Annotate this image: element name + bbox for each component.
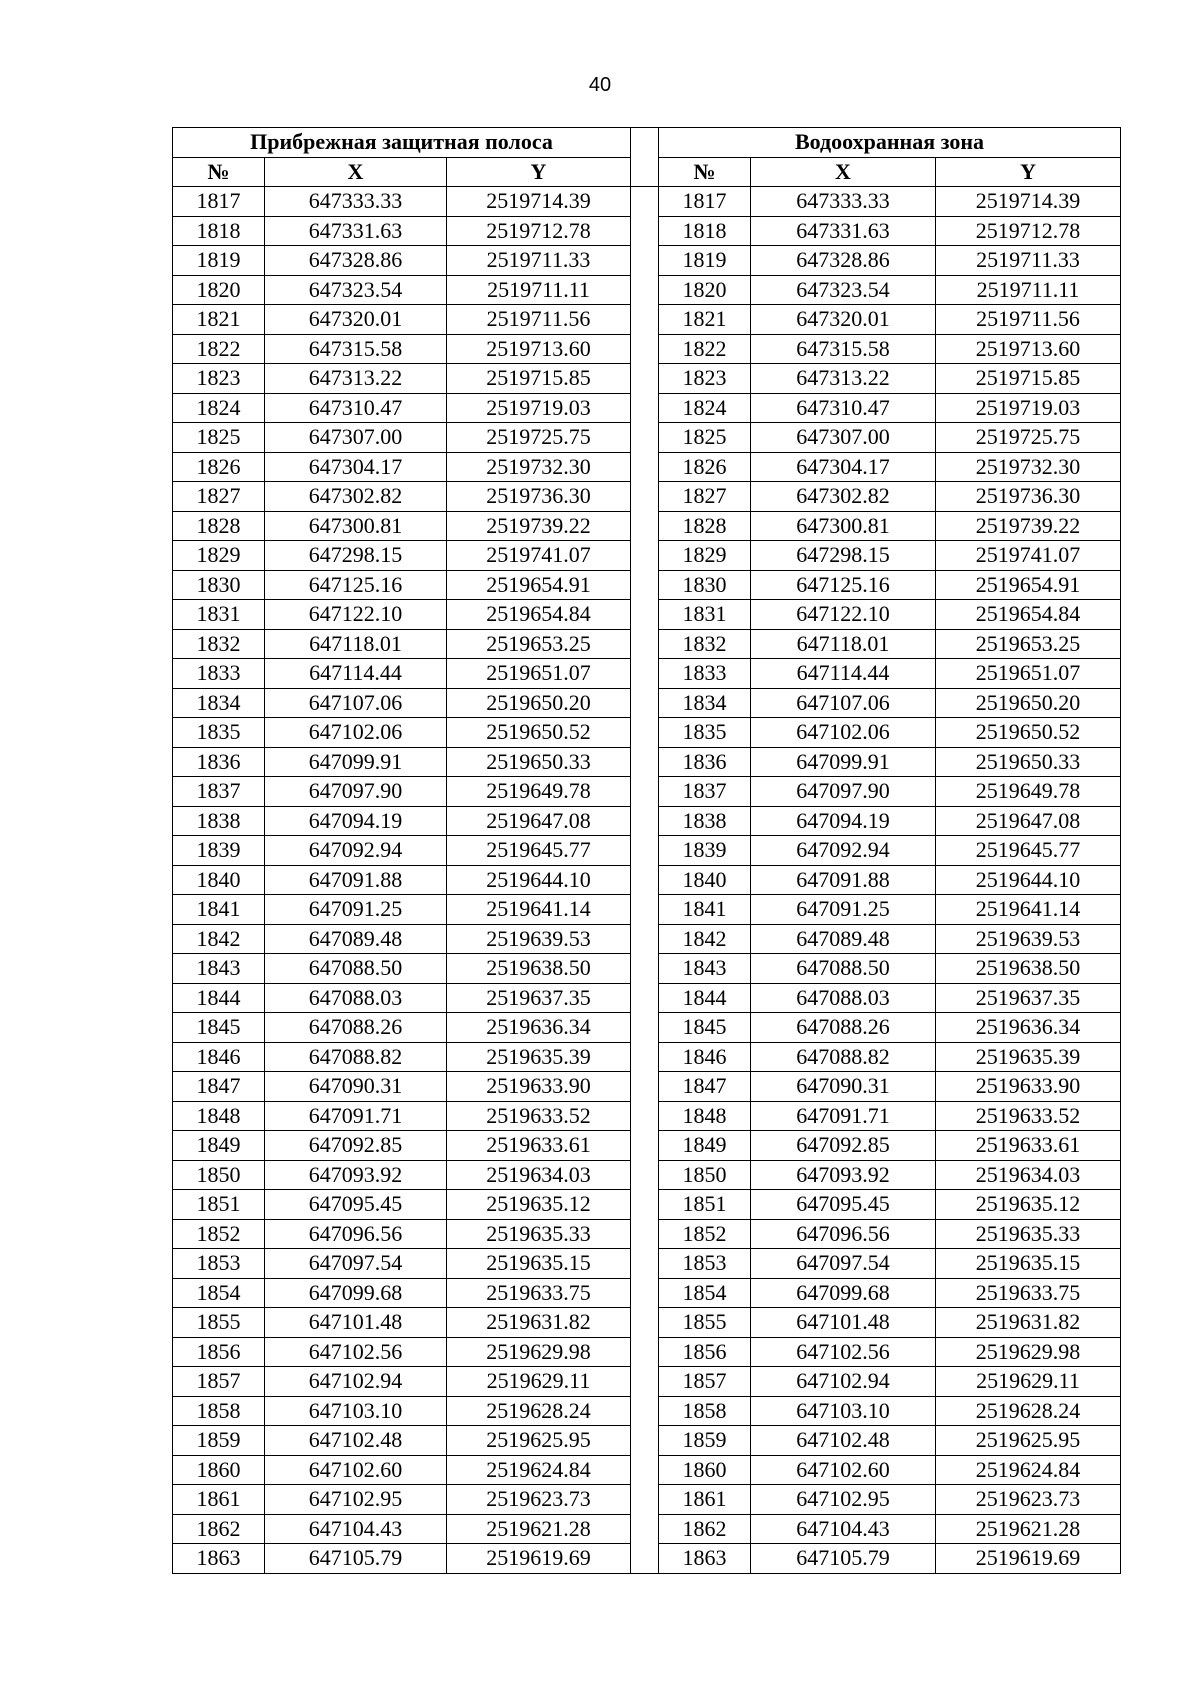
left-x-cell: 647088.50 (265, 954, 447, 984)
left-y-cell: 2519654.91 (447, 570, 631, 600)
left-x-cell: 647320.01 (265, 305, 447, 335)
left-y-cell: 2519654.84 (447, 600, 631, 630)
right-x-cell: 647097.90 (751, 777, 936, 807)
right-x-cell: 647328.86 (751, 246, 936, 276)
right-y-cell: 2519650.52 (936, 718, 1121, 748)
right-y-cell: 2519629.11 (936, 1367, 1121, 1397)
right-x-cell: 647099.91 (751, 747, 936, 777)
right-y-cell: 2519637.35 (936, 983, 1121, 1013)
left-num-cell: 1848 (173, 1101, 265, 1131)
left-num-cell: 1825 (173, 423, 265, 453)
left-y-cell: 2519625.95 (447, 1426, 631, 1456)
left-y-cell: 2519711.33 (447, 246, 631, 276)
left-num-cell: 1834 (173, 688, 265, 718)
left-y-cell: 2519639.53 (447, 924, 631, 954)
right-y-cell: 2519619.69 (936, 1544, 1121, 1574)
left-x-cell: 647091.25 (265, 895, 447, 925)
right-num-cell: 1834 (659, 688, 751, 718)
right-x-cell: 647104.43 (751, 1514, 936, 1544)
left-x-cell: 647331.63 (265, 216, 447, 246)
right-y-cell: 2519635.12 (936, 1190, 1121, 1220)
right-y-cell: 2519625.95 (936, 1426, 1121, 1456)
right-num-cell: 1820 (659, 275, 751, 305)
right-x-cell: 647122.10 (751, 600, 936, 630)
right-num-cell: 1837 (659, 777, 751, 807)
left-x-cell: 647090.31 (265, 1072, 447, 1102)
left-num-cell: 1854 (173, 1278, 265, 1308)
right-x-cell: 647307.00 (751, 423, 936, 453)
right-x-cell: 647091.71 (751, 1101, 936, 1131)
left-x-cell: 647302.82 (265, 482, 447, 512)
right-y-cell: 2519714.39 (936, 187, 1121, 217)
right-y-cell: 2519628.24 (936, 1396, 1121, 1426)
right-y-cell: 2519621.28 (936, 1514, 1121, 1544)
left-x-cell: 647104.43 (265, 1514, 447, 1544)
right-y-cell: 2519623.73 (936, 1485, 1121, 1515)
column-separator (631, 128, 659, 187)
left-y-header: Y (447, 157, 631, 187)
right-x-cell: 647102.95 (751, 1485, 936, 1515)
left-x-cell: 647099.91 (265, 747, 447, 777)
right-y-cell: 2519654.84 (936, 600, 1121, 630)
right-y-cell: 2519711.56 (936, 305, 1121, 335)
left-x-cell: 647102.60 (265, 1455, 447, 1485)
right-num-cell: 1845 (659, 1013, 751, 1043)
left-num-cell: 1817 (173, 187, 265, 217)
left-y-cell: 2519725.75 (447, 423, 631, 453)
right-num-cell: 1856 (659, 1337, 751, 1367)
left-y-cell: 2519621.28 (447, 1514, 631, 1544)
right-num-cell: 1828 (659, 511, 751, 541)
right-num-cell: 1817 (659, 187, 751, 217)
left-y-cell: 2519638.50 (447, 954, 631, 984)
left-num-cell: 1824 (173, 393, 265, 423)
right-num-cell: 1838 (659, 806, 751, 836)
left-y-cell: 2519641.14 (447, 895, 631, 925)
right-num-cell: 1858 (659, 1396, 751, 1426)
left-x-cell: 647088.26 (265, 1013, 447, 1043)
column-separator (631, 187, 659, 1574)
right-num-cell: 1839 (659, 836, 751, 866)
left-num-cell: 1846 (173, 1042, 265, 1072)
right-x-cell: 647313.22 (751, 364, 936, 394)
left-y-cell: 2519711.11 (447, 275, 631, 305)
left-num-cell: 1860 (173, 1455, 265, 1485)
right-x-cell: 647333.33 (751, 187, 936, 217)
left-num-cell: 1821 (173, 305, 265, 335)
right-y-cell: 2519650.33 (936, 747, 1121, 777)
left-y-cell: 2519741.07 (447, 541, 631, 571)
right-x-cell: 647102.56 (751, 1337, 936, 1367)
right-y-cell: 2519639.53 (936, 924, 1121, 954)
right-x-cell: 647088.03 (751, 983, 936, 1013)
left-num-header: № (173, 157, 265, 187)
right-x-cell: 647107.06 (751, 688, 936, 718)
left-num-cell: 1850 (173, 1160, 265, 1190)
right-num-cell: 1853 (659, 1249, 751, 1279)
left-y-cell: 2519635.39 (447, 1042, 631, 1072)
left-num-cell: 1844 (173, 983, 265, 1013)
left-x-cell: 647092.85 (265, 1131, 447, 1161)
left-y-cell: 2519719.03 (447, 393, 631, 423)
right-num-cell: 1841 (659, 895, 751, 925)
right-num-cell: 1831 (659, 600, 751, 630)
left-num-cell: 1829 (173, 541, 265, 571)
right-x-cell: 647102.94 (751, 1367, 936, 1397)
left-num-cell: 1838 (173, 806, 265, 836)
left-x-cell: 647333.33 (265, 187, 447, 217)
left-x-cell: 647300.81 (265, 511, 447, 541)
left-y-cell: 2519714.39 (447, 187, 631, 217)
right-num-cell: 1823 (659, 364, 751, 394)
right-num-cell: 1818 (659, 216, 751, 246)
right-x-header: X (751, 157, 936, 187)
right-y-cell: 2519645.77 (936, 836, 1121, 866)
left-x-cell: 647125.16 (265, 570, 447, 600)
left-y-cell: 2519647.08 (447, 806, 631, 836)
left-num-cell: 1862 (173, 1514, 265, 1544)
left-num-cell: 1852 (173, 1219, 265, 1249)
left-num-cell: 1820 (173, 275, 265, 305)
right-x-cell: 647114.44 (751, 659, 936, 689)
right-num-cell: 1824 (659, 393, 751, 423)
right-num-cell: 1840 (659, 865, 751, 895)
right-x-cell: 647096.56 (751, 1219, 936, 1249)
left-y-cell: 2519715.85 (447, 364, 631, 394)
right-y-cell: 2519635.39 (936, 1042, 1121, 1072)
right-num-cell: 1821 (659, 305, 751, 335)
left-x-cell: 647096.56 (265, 1219, 447, 1249)
left-num-cell: 1818 (173, 216, 265, 246)
right-y-cell: 2519715.85 (936, 364, 1121, 394)
left-num-cell: 1855 (173, 1308, 265, 1338)
right-num-cell: 1863 (659, 1544, 751, 1574)
left-x-cell: 647122.10 (265, 600, 447, 630)
right-num-cell: 1829 (659, 541, 751, 571)
right-num-cell: 1843 (659, 954, 751, 984)
right-y-cell: 2519633.90 (936, 1072, 1121, 1102)
water-protection-zone-title: Водоохранная зона (659, 128, 1121, 158)
right-y-cell: 2519712.78 (936, 216, 1121, 246)
left-num-cell: 1847 (173, 1072, 265, 1102)
right-y-cell: 2519651.07 (936, 659, 1121, 689)
left-num-cell: 1819 (173, 246, 265, 276)
left-y-cell: 2519636.34 (447, 1013, 631, 1043)
right-num-cell: 1857 (659, 1367, 751, 1397)
right-num-cell: 1833 (659, 659, 751, 689)
right-num-cell: 1836 (659, 747, 751, 777)
right-num-cell: 1849 (659, 1131, 751, 1161)
right-y-cell: 2519633.52 (936, 1101, 1121, 1131)
left-x-cell: 647307.00 (265, 423, 447, 453)
left-y-cell: 2519623.73 (447, 1485, 631, 1515)
left-x-cell: 647095.45 (265, 1190, 447, 1220)
left-y-cell: 2519628.24 (447, 1396, 631, 1426)
left-y-cell: 2519650.33 (447, 747, 631, 777)
left-num-cell: 1856 (173, 1337, 265, 1367)
left-num-cell: 1842 (173, 924, 265, 954)
right-num-cell: 1825 (659, 423, 751, 453)
left-x-cell: 647323.54 (265, 275, 447, 305)
right-num-cell: 1819 (659, 246, 751, 276)
right-y-cell: 2519631.82 (936, 1308, 1121, 1338)
right-y-cell: 2519649.78 (936, 777, 1121, 807)
left-num-cell: 1836 (173, 747, 265, 777)
page-number: 40 (588, 74, 612, 96)
right-x-cell: 647118.01 (751, 629, 936, 659)
left-y-cell: 2519739.22 (447, 511, 631, 541)
right-y-cell: 2519654.91 (936, 570, 1121, 600)
right-x-cell: 647302.82 (751, 482, 936, 512)
right-y-cell: 2519653.25 (936, 629, 1121, 659)
left-x-cell: 647088.03 (265, 983, 447, 1013)
left-num-cell: 1845 (173, 1013, 265, 1043)
left-num-cell: 1828 (173, 511, 265, 541)
left-y-cell: 2519711.56 (447, 305, 631, 335)
left-x-cell: 647091.71 (265, 1101, 447, 1131)
right-x-cell: 647088.82 (751, 1042, 936, 1072)
left-num-cell: 1843 (173, 954, 265, 984)
group-header-row (173, 128, 1121, 158)
left-x-cell: 647102.56 (265, 1337, 447, 1367)
right-y-cell: 2519633.61 (936, 1131, 1121, 1161)
left-y-cell: 2519629.98 (447, 1337, 631, 1367)
left-x-cell: 647102.95 (265, 1485, 447, 1515)
left-x-cell: 647097.90 (265, 777, 447, 807)
right-y-cell: 2519711.33 (936, 246, 1121, 276)
right-y-cell: 2519638.50 (936, 954, 1121, 984)
left-num-cell: 1861 (173, 1485, 265, 1515)
left-x-cell: 647101.48 (265, 1308, 447, 1338)
left-x-cell: 647091.88 (265, 865, 447, 895)
right-num-cell: 1854 (659, 1278, 751, 1308)
left-num-cell: 1835 (173, 718, 265, 748)
left-x-header: X (265, 157, 447, 187)
right-x-cell: 647088.26 (751, 1013, 936, 1043)
left-x-cell: 647088.82 (265, 1042, 447, 1072)
right-num-cell: 1860 (659, 1455, 751, 1485)
left-y-cell: 2519635.15 (447, 1249, 631, 1279)
left-x-cell: 647102.94 (265, 1367, 447, 1397)
left-x-cell: 647103.10 (265, 1396, 447, 1426)
left-x-cell: 647102.48 (265, 1426, 447, 1456)
left-num-cell: 1863 (173, 1544, 265, 1574)
right-y-cell: 2519644.10 (936, 865, 1121, 895)
left-x-cell: 647092.94 (265, 836, 447, 866)
right-x-cell: 647103.10 (751, 1396, 936, 1426)
right-y-cell: 2519713.60 (936, 334, 1121, 364)
right-x-cell: 647091.25 (751, 895, 936, 925)
left-y-cell: 2519653.25 (447, 629, 631, 659)
left-num-cell: 1839 (173, 836, 265, 866)
right-x-cell: 647304.17 (751, 452, 936, 482)
table-row (173, 187, 1121, 217)
left-y-cell: 2519736.30 (447, 482, 631, 512)
right-x-cell: 647310.47 (751, 393, 936, 423)
left-y-cell: 2519635.33 (447, 1219, 631, 1249)
left-y-cell: 2519713.60 (447, 334, 631, 364)
right-y-cell: 2519647.08 (936, 806, 1121, 836)
left-num-cell: 1827 (173, 482, 265, 512)
right-x-cell: 647105.79 (751, 1544, 936, 1574)
left-x-cell: 647313.22 (265, 364, 447, 394)
left-num-cell: 1833 (173, 659, 265, 689)
left-num-cell: 1823 (173, 364, 265, 394)
left-x-cell: 647310.47 (265, 393, 447, 423)
coastal-protective-strip-title: Прибрежная защитная полоса (173, 128, 631, 158)
right-x-cell: 647095.45 (751, 1190, 936, 1220)
left-y-cell: 2519651.07 (447, 659, 631, 689)
left-x-cell: 647107.06 (265, 688, 447, 718)
left-num-cell: 1841 (173, 895, 265, 925)
left-num-cell: 1859 (173, 1426, 265, 1456)
left-y-cell: 2519712.78 (447, 216, 631, 246)
right-num-cell: 1847 (659, 1072, 751, 1102)
right-y-cell: 2519633.75 (936, 1278, 1121, 1308)
left-x-cell: 647102.06 (265, 718, 447, 748)
left-num-cell: 1857 (173, 1367, 265, 1397)
left-x-cell: 647315.58 (265, 334, 447, 364)
left-num-cell: 1837 (173, 777, 265, 807)
right-num-cell: 1852 (659, 1219, 751, 1249)
left-x-cell: 647099.68 (265, 1278, 447, 1308)
left-x-cell: 647114.44 (265, 659, 447, 689)
left-x-cell: 647105.79 (265, 1544, 447, 1574)
right-num-cell: 1822 (659, 334, 751, 364)
left-num-cell: 1840 (173, 865, 265, 895)
right-y-cell: 2519719.03 (936, 393, 1121, 423)
right-x-cell: 647125.16 (751, 570, 936, 600)
left-y-cell: 2519644.10 (447, 865, 631, 895)
right-x-cell: 647089.48 (751, 924, 936, 954)
left-y-cell: 2519631.82 (447, 1308, 631, 1338)
right-x-cell: 647094.19 (751, 806, 936, 836)
right-num-cell: 1846 (659, 1042, 751, 1072)
right-x-cell: 647320.01 (751, 305, 936, 335)
left-num-cell: 1832 (173, 629, 265, 659)
right-num-cell: 1848 (659, 1101, 751, 1131)
right-num-cell: 1859 (659, 1426, 751, 1456)
right-x-cell: 647102.60 (751, 1455, 936, 1485)
left-x-cell: 647093.92 (265, 1160, 447, 1190)
right-x-cell: 647300.81 (751, 511, 936, 541)
right-x-cell: 647092.85 (751, 1131, 936, 1161)
right-y-cell: 2519732.30 (936, 452, 1121, 482)
right-x-cell: 647091.88 (751, 865, 936, 895)
left-x-cell: 647328.86 (265, 246, 447, 276)
right-num-cell: 1832 (659, 629, 751, 659)
left-y-cell: 2519650.52 (447, 718, 631, 748)
left-y-cell: 2519633.52 (447, 1101, 631, 1131)
left-y-cell: 2519732.30 (447, 452, 631, 482)
right-x-cell: 647331.63 (751, 216, 936, 246)
right-y-header: Y (936, 157, 1121, 187)
right-x-cell: 647092.94 (751, 836, 936, 866)
left-num-cell: 1826 (173, 452, 265, 482)
left-x-cell: 647118.01 (265, 629, 447, 659)
right-x-cell: 647090.31 (751, 1072, 936, 1102)
right-y-cell: 2519736.30 (936, 482, 1121, 512)
right-x-cell: 647093.92 (751, 1160, 936, 1190)
left-num-cell: 1830 (173, 570, 265, 600)
right-num-cell: 1827 (659, 482, 751, 512)
right-num-cell: 1826 (659, 452, 751, 482)
right-num-cell: 1851 (659, 1190, 751, 1220)
right-y-cell: 2519725.75 (936, 423, 1121, 453)
right-y-cell: 2519635.33 (936, 1219, 1121, 1249)
right-num-cell: 1855 (659, 1308, 751, 1338)
right-y-cell: 2519711.11 (936, 275, 1121, 305)
right-x-cell: 647097.54 (751, 1249, 936, 1279)
left-y-cell: 2519635.12 (447, 1190, 631, 1220)
left-x-cell: 647298.15 (265, 541, 447, 571)
table-body (173, 187, 1121, 1574)
right-y-cell: 2519629.98 (936, 1337, 1121, 1367)
right-num-cell: 1835 (659, 718, 751, 748)
left-y-cell: 2519637.35 (447, 983, 631, 1013)
right-num-cell: 1861 (659, 1485, 751, 1515)
left-num-cell: 1849 (173, 1131, 265, 1161)
right-y-cell: 2519650.20 (936, 688, 1121, 718)
left-num-cell: 1853 (173, 1249, 265, 1279)
right-x-cell: 647099.68 (751, 1278, 936, 1308)
left-x-cell: 647304.17 (265, 452, 447, 482)
left-num-cell: 1851 (173, 1190, 265, 1220)
right-x-cell: 647102.06 (751, 718, 936, 748)
left-x-cell: 647097.54 (265, 1249, 447, 1279)
right-num-cell: 1830 (659, 570, 751, 600)
left-y-cell: 2519633.75 (447, 1278, 631, 1308)
right-y-cell: 2519636.34 (936, 1013, 1121, 1043)
left-y-cell: 2519645.77 (447, 836, 631, 866)
left-y-cell: 2519624.84 (447, 1455, 631, 1485)
right-x-cell: 647315.58 (751, 334, 936, 364)
left-y-cell: 2519649.78 (447, 777, 631, 807)
right-y-cell: 2519741.07 (936, 541, 1121, 571)
left-y-cell: 2519633.61 (447, 1131, 631, 1161)
right-num-header: № (659, 157, 751, 187)
right-x-cell: 647088.50 (751, 954, 936, 984)
right-y-cell: 2519641.14 (936, 895, 1121, 925)
left-x-cell: 647089.48 (265, 924, 447, 954)
right-num-cell: 1850 (659, 1160, 751, 1190)
right-x-cell: 647101.48 (751, 1308, 936, 1338)
left-num-cell: 1822 (173, 334, 265, 364)
right-y-cell: 2519635.15 (936, 1249, 1121, 1279)
right-y-cell: 2519624.84 (936, 1455, 1121, 1485)
left-num-cell: 1831 (173, 600, 265, 630)
left-y-cell: 2519650.20 (447, 688, 631, 718)
right-x-cell: 647298.15 (751, 541, 936, 571)
left-num-cell: 1858 (173, 1396, 265, 1426)
right-y-cell: 2519634.03 (936, 1160, 1121, 1190)
right-num-cell: 1842 (659, 924, 751, 954)
left-y-cell: 2519633.90 (447, 1072, 631, 1102)
right-num-cell: 1844 (659, 983, 751, 1013)
left-y-cell: 2519629.11 (447, 1367, 631, 1397)
right-num-cell: 1862 (659, 1514, 751, 1544)
right-x-cell: 647323.54 (751, 275, 936, 305)
left-y-cell: 2519619.69 (447, 1544, 631, 1574)
coordinates-table (172, 127, 1121, 1574)
left-x-cell: 647094.19 (265, 806, 447, 836)
left-y-cell: 2519634.03 (447, 1160, 631, 1190)
right-x-cell: 647102.48 (751, 1426, 936, 1456)
right-y-cell: 2519739.22 (936, 511, 1121, 541)
